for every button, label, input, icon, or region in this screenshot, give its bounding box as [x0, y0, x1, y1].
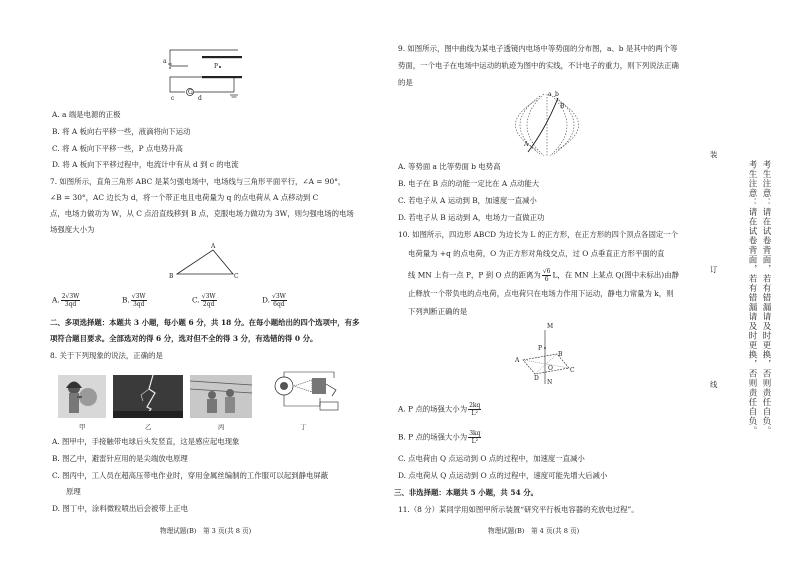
- q10-line-2: 电荷量为 +q 的点电荷，O 为正方形对角线交点，过 O 点垂直正方形平面的直: [408, 249, 665, 258]
- q10-line-4: 止释放一个带负电的点电荷，点电荷只在电场力作用下运动，静电力常量为 k，则: [408, 289, 674, 298]
- q7-label-c: C: [234, 273, 239, 280]
- q10-option-b: B. P 点的场强大小为 $\frac{3kq}{\text{L²}}$: [398, 430, 481, 445]
- q9-label-a: a: [548, 91, 552, 98]
- q10-label-a: A: [515, 357, 520, 364]
- q9-option-b: B. 电子在 B 点的动能一定比在 A 点动能大: [398, 179, 540, 188]
- q6-label-d: d: [198, 95, 202, 102]
- q7-triangle-figure: [175, 246, 237, 278]
- q9-line-1: 9. 如图所示，图中曲线为某电子透镜内电场中等势面的分布图，a、b 是其中的两个等: [398, 44, 678, 53]
- q10-label-c: C: [570, 367, 575, 374]
- q8-label-jia: 甲: [79, 423, 86, 431]
- binding-mark-ding: 订: [710, 265, 718, 274]
- section3-heading: 三、非选择题：本题共 5 小题，共 54 分。: [394, 488, 538, 497]
- q9-option-d: D. 若电子从 B 运动到 A，电场力一直做正功: [398, 213, 545, 222]
- q8-option-d: D. 图丁中，涂料微粒喷出后会被带上正电: [52, 504, 189, 513]
- q8-photo-yi: [113, 375, 183, 418]
- q10-line-1: 10. 如图所示，四边形 ABCD 为边长为 L 的正方形，在正方形的四个顶点各固定一个: [398, 230, 679, 239]
- q10-label-p: P: [538, 345, 543, 352]
- q6-label-c: c: [171, 95, 175, 102]
- q7-label-b: B: [169, 273, 174, 280]
- q7-label-a: A: [211, 243, 216, 250]
- q8-option-c: C. 图丙中，工人员在超高压带电作业时，穿用金属丝编制的工作服可以起到静电屏蔽: [52, 471, 329, 480]
- q10-line-3: 线 MN 上有一点 P，P 到 O 点的距离为 $\frac{√6}{6}$ L，在 MN 上某点 Q(图中未标出)由静: [408, 268, 679, 283]
- q9-label-b: b: [555, 91, 559, 98]
- q6-option-b: B. 将 A 板向右平移一些，液滴将向下运动: [52, 127, 191, 136]
- q9-line-3: 的是: [398, 78, 413, 87]
- q8-title: 8. 关于下列现象的说法，正确的是: [50, 351, 163, 360]
- q6-capacitor-figure: [160, 42, 250, 102]
- margin-notice-2: 考生注意：请在试卷背面，若有错漏请及时更换，否则责任自负。: [747, 160, 757, 436]
- q9-equipotential-figure: [504, 92, 590, 158]
- q10-option-d: D. 点电荷从 Q 点运动到 O 点的过程中，速度可能先增大后减小: [398, 471, 608, 480]
- q8-option-b: B. 图乙中，避雷针应用的是尖端放电原理: [52, 454, 188, 463]
- q7-option-d: D. $\frac{√3W}{6qd}$: [262, 293, 286, 308]
- q10-option-a: A. P 点的场强大小为 $\frac{2kq}{\text{L²}}$: [398, 402, 481, 417]
- q6-option-c: C. 将 A 板向下平移一些，P 点电势升高: [52, 144, 183, 153]
- q9-label-point-a: A: [524, 141, 529, 148]
- q9-label-point-b: B: [560, 103, 565, 110]
- q8-label-yi: 乙: [145, 423, 152, 431]
- section2-line-2: 项符合题目要求。全部选对的得 6 分，选对但不全的得 3 分，有选错的得 0 分。: [50, 334, 318, 343]
- right-page-footer: 物理试题(B) 第 4 页(共 8 页): [488, 527, 580, 535]
- q9-line-2: 势面，一个电子在电场中运动的轨迹为图中的实线，不计电子的重力，则下列说法正确: [398, 61, 679, 70]
- q7-option-b: B. $\frac{√3W}{3qd}$: [122, 293, 146, 308]
- binding-mark-xian: 线: [710, 380, 718, 389]
- left-page-footer: 物理试题(B) 第 3 页(共 8 页): [160, 527, 252, 535]
- q6-label-g: G: [188, 89, 193, 96]
- q8-option-c-cont: 原理: [66, 487, 81, 496]
- q9-option-c: C. 若电子从 A 运动到 B，加速度一直减小: [398, 196, 537, 205]
- left-page: [0, 0, 392, 561]
- q8-photo-bing: [190, 375, 252, 418]
- q10-label-o: O: [548, 365, 553, 372]
- q7-line-1: 7. 如图所示，直角三角形 ABC 是某匀强电场中，电场线与三角形平面平行，∠A = 90°，: [50, 177, 346, 186]
- q10-option-c: C. 点电荷由 Q 点运动到 O 点的过程中，加速度一直减小: [398, 454, 585, 463]
- q7-option-a: A. $\frac{2√3W}{3qd}$: [52, 293, 80, 308]
- q10-label-d: D: [534, 375, 539, 382]
- right-page: [392, 0, 794, 561]
- q10-line-5: 下列判断正确的是: [408, 307, 468, 316]
- q8-label-ding: 丁: [300, 423, 307, 431]
- q10-distance-fraction: $\frac{√6}{6}$: [542, 268, 551, 283]
- q11-line-1: 11.（8 分）某同学用如图甲所示装置“研究平行板电容器的充放电过程”。: [398, 505, 639, 514]
- q7-line-2: ∠B = 30°，AC 边长为 d，将一个带正电且电荷量为 q 的点电荷从 A 点移动到 C: [50, 193, 319, 202]
- q6-option-a: A. a 端是电源的正极: [52, 110, 121, 119]
- q10-label-m: M: [547, 323, 554, 330]
- q9-option-a: A. 等势面 a 比等势面 b 电势高: [398, 162, 501, 171]
- q6-label-a: a: [163, 58, 167, 65]
- q7-line-3: 点，电场力做功为 W，从 C 点沿直线移到 B 点，克服电场力做功为 3W，则匀强电场的电场: [50, 209, 354, 218]
- q8-option-a: A. 图甲中，手接触带电球后头发竖直，这是感应起电现象: [52, 437, 240, 446]
- q8-photo-jia: [58, 375, 106, 418]
- q10-label-n: N: [547, 379, 553, 386]
- section2-line-1: 二、多项选择题：本题共 3 小题，每小题 6 分，共 18 分。在每小题给出的四个选项中，有多: [50, 318, 360, 327]
- q7-option-c: C. $\frac{√3W}{2qd}$: [192, 293, 216, 308]
- q6-option-d: D. 将 A 板向下平移过程中，电流计中有从 d 到 c 的电流: [52, 160, 239, 169]
- q6-label-p: P: [214, 63, 219, 70]
- q8-label-bing: 丙: [218, 423, 225, 431]
- binding-mark-zhuang: 装: [710, 150, 718, 159]
- margin-notice-1: 考生注意：请在试卷背面，若有错漏请及时更换，否则责任自负。: [761, 160, 771, 436]
- q7-line-4: 场强度大小为: [50, 225, 95, 234]
- q10-label-b: B: [558, 351, 563, 358]
- q8-diagram-ding: [262, 370, 347, 420]
